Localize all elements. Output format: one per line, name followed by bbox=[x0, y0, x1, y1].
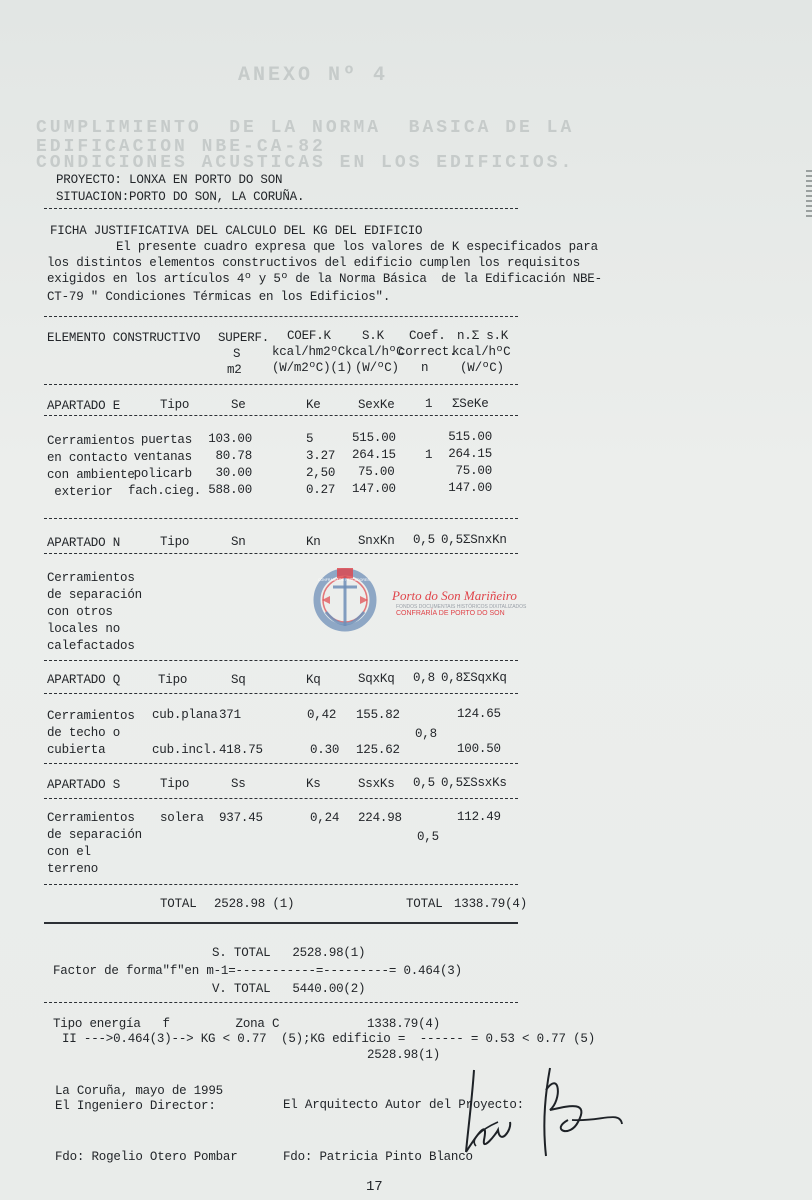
apartado-e-k: Ke bbox=[306, 398, 321, 412]
place-date: La Coruña, mayo de 1995 bbox=[55, 1084, 223, 1098]
col-sk-header: kcal/hºC bbox=[345, 345, 404, 359]
apartado-q-k: Kq bbox=[306, 673, 321, 687]
ingeniero-label: El Ingeniero Director: bbox=[55, 1099, 216, 1113]
divider bbox=[44, 384, 518, 385]
apartado-e-n-cell: 1 bbox=[425, 448, 433, 462]
apartado-e-tipo-cell: fach.cieg. bbox=[128, 484, 202, 498]
apartado-q-sup-cell: 418.75 bbox=[219, 743, 263, 757]
col-superficie-header: m2 bbox=[227, 363, 242, 377]
apartado-e-total-cell: 264.15 bbox=[448, 447, 492, 461]
handwritten-signature bbox=[450, 1060, 650, 1170]
apartado-q-desc: Cerramientos bbox=[47, 709, 135, 723]
ficha-paragraph-line3: exigidos en los artículos 4º y 5º de la Norma Básica de la Edificación NBE- bbox=[47, 272, 602, 286]
apartado-e-coef-cell: 0.27 bbox=[306, 483, 336, 497]
apartado-q-total-cell: 100.50 bbox=[457, 742, 501, 756]
apartado-n-label: APARTADO N bbox=[47, 536, 121, 550]
apartado-e-sk-cell: 147.00 bbox=[352, 482, 396, 496]
apartado-s-tipo: Tipo bbox=[160, 777, 190, 791]
apartado-q-sk-cell: 125.62 bbox=[356, 743, 400, 757]
apartado-q-coef-cell: 0.30 bbox=[310, 743, 340, 757]
apartado-q-total-cell: 124.65 bbox=[457, 707, 501, 721]
apartado-s-sum: 0,5ΣSsxKs bbox=[441, 776, 507, 790]
apartado-e-sk-cell: 264.15 bbox=[352, 448, 396, 462]
apartado-e-desc: con ambiente bbox=[47, 468, 135, 482]
anchor-icon bbox=[310, 560, 380, 640]
divider bbox=[44, 316, 518, 317]
watermark-logo bbox=[310, 560, 380, 640]
energia-denominator: 2528.98(1) bbox=[367, 1048, 441, 1062]
apartado-e-coef-cell: 5 bbox=[306, 432, 314, 446]
page-number: 17 bbox=[366, 1179, 383, 1195]
divider bbox=[44, 1002, 518, 1003]
apartado-e-desc: Cerramientos bbox=[47, 434, 135, 448]
apartado-q-coef-cell: 0,42 bbox=[307, 708, 337, 722]
apartado-s-s: Ss bbox=[231, 777, 246, 791]
divider bbox=[44, 884, 518, 885]
col-superficie-header: SUPERF. bbox=[218, 331, 270, 345]
apartado-q-tipo: Tipo bbox=[158, 673, 188, 687]
proyecto-line: PROYECTO: LONXA EN PORTO DO SON bbox=[56, 173, 283, 187]
apartado-e-tipo-cell: ventanas bbox=[133, 450, 192, 464]
apartado-q-s: Sq bbox=[231, 673, 246, 687]
col-elemento-header: ELEMENTO CONSTRUCTIVO bbox=[47, 331, 201, 345]
faint-annex-title: ANEXO Nº 4 bbox=[238, 64, 389, 87]
apartado-e-tipo: Tipo bbox=[160, 398, 190, 412]
situacion-line: SITUACION:PORTO DO SON, LA CORUÑA. bbox=[56, 190, 305, 204]
energia-line1: Tipo energía f Zona C bbox=[53, 1017, 280, 1031]
faint-heading-line3: EDIFICACION NBE-CA-82 bbox=[36, 137, 326, 157]
apartado-n-desc: con otros bbox=[47, 605, 113, 619]
scan-edge-marks bbox=[806, 170, 812, 220]
ficha-paragraph-line4: CT-79 " Condiciones Térmicas en los Edificios". bbox=[47, 290, 391, 304]
apartado-q-n: 0,8 bbox=[413, 671, 435, 685]
apartado-e-label: APARTADO E bbox=[47, 399, 121, 413]
apartado-n-n: 0,5 bbox=[413, 533, 435, 547]
col-sk-header: S.K bbox=[362, 329, 384, 343]
total-label: TOTAL bbox=[160, 897, 197, 911]
apartado-n-s: Sn bbox=[231, 535, 246, 549]
apartado-q-sup-cell: 371 bbox=[219, 708, 241, 722]
apartado-s-n-cell: 0,5 bbox=[417, 830, 439, 844]
forma-formula: Factor de forma"f"en m-1=-----------=---------= 0.464(3) bbox=[53, 964, 462, 978]
divider bbox=[44, 693, 518, 694]
apartado-e-sup-cell: 103.00 bbox=[208, 432, 252, 446]
apartado-e-total-cell: 515.00 bbox=[448, 430, 492, 444]
apartado-e-desc: exterior bbox=[47, 485, 113, 499]
apartado-e-tipo-cell: policarb bbox=[133, 467, 192, 481]
apartado-s-coef-cell: 0,24 bbox=[310, 811, 340, 825]
divider bbox=[44, 553, 518, 554]
total-superficie: 2528.98 (1) bbox=[214, 897, 295, 911]
apartado-s-tipo-cell: solera bbox=[160, 811, 204, 825]
col-superficie-header: S bbox=[233, 347, 241, 361]
col-sum-header: kcal/hºC bbox=[452, 345, 511, 359]
apartado-e-total-cell: 75.00 bbox=[455, 464, 492, 478]
apartado-s-n: 0,5 bbox=[413, 776, 435, 790]
apartado-e-sup-cell: 588.00 bbox=[208, 483, 252, 497]
apartado-n-sk: SnxKn bbox=[358, 534, 395, 548]
apartado-s-sup-cell: 937.45 bbox=[219, 811, 263, 825]
apartado-q-n-cell: 0,8 bbox=[415, 727, 437, 741]
forma-v-total: V. TOTAL 5440.00(2) bbox=[212, 982, 366, 996]
col-sum-header: n.Σ s.K bbox=[457, 329, 509, 343]
energia-line2: II --->0.464(3)--> KG < 0.77 (5);KG edificio = ------ = 0.53 < 0.77 (5) bbox=[62, 1032, 595, 1046]
apartado-e-sup-cell: 80.78 bbox=[215, 449, 252, 463]
apartado-e-sk: SexKe bbox=[358, 398, 395, 412]
fdo-ingeniero: Fdo: Rogelio Otero Pombar bbox=[55, 1150, 238, 1164]
divider bbox=[44, 518, 518, 519]
divider bbox=[44, 208, 518, 209]
apartado-e-s: Se bbox=[231, 398, 246, 412]
ficha-paragraph-line2: los distintos elementos constructivos del edificio cumplen los requisitos bbox=[47, 256, 580, 270]
apartado-n-sum: 0,5ΣSnxKn bbox=[441, 533, 507, 547]
divider bbox=[44, 660, 518, 661]
total-label-right: TOTAL bbox=[406, 897, 443, 911]
apartado-n-k: Kn bbox=[306, 535, 321, 549]
ficha-paragraph-line1: El presente cuadro expresa que los valores de K especificados para bbox=[116, 240, 598, 254]
col-sum-header: (W/ºC) bbox=[460, 361, 504, 375]
watermark-org: CONFRARÍA DE PORTO DO SON bbox=[396, 610, 505, 617]
col-coef-header: correct. bbox=[398, 345, 457, 359]
apartado-s-desc: con el bbox=[47, 845, 91, 859]
apartado-e-tipo-cell: puertas bbox=[140, 433, 192, 447]
watermark-ring-text: CONFRARÍA DE PESCADORES bbox=[318, 578, 370, 582]
watermark-subtitle: FONDOS DOCUMENTAIS HISTÓRICOS DIXITALIZADOS bbox=[396, 604, 527, 610]
apartado-q-desc: de techo o bbox=[47, 726, 121, 740]
apartado-n-desc: locales no bbox=[47, 622, 121, 636]
forma-s-total: S. TOTAL 2528.98(1) bbox=[212, 946, 366, 960]
apartado-s-k: Ks bbox=[306, 777, 321, 791]
apartado-n-desc: calefactados bbox=[47, 639, 135, 653]
watermark-brand: Porto do Son Mariñeiro bbox=[392, 588, 517, 603]
col-coef-header: Coef. bbox=[409, 329, 446, 343]
apartado-e-n: 1 bbox=[425, 397, 433, 411]
apartado-s-total-cell: 112.49 bbox=[457, 810, 501, 824]
apartado-e-sup-cell: 30.00 bbox=[215, 466, 252, 480]
apartado-n-desc: Cerramientos bbox=[47, 571, 135, 585]
fdo-arquitecto: Fdo: Patricia Pinto Blanco bbox=[283, 1150, 473, 1164]
apartado-s-desc: de separación bbox=[47, 828, 142, 842]
col-coefk-header: kcal/hm2ºC bbox=[272, 345, 346, 359]
divider bbox=[44, 922, 518, 924]
col-coefk-header: (W/m2ºC)(1) bbox=[272, 361, 353, 375]
apartado-s-sk-cell: 224.98 bbox=[358, 811, 402, 825]
apartado-e-total-cell: 147.00 bbox=[448, 481, 492, 495]
apartado-s-desc: Cerramientos bbox=[47, 811, 135, 825]
apartado-s-desc: terreno bbox=[47, 862, 99, 876]
faint-heading-line4: CONDICIONES ACUSTICAS EN LOS EDIFICIOS. bbox=[36, 153, 575, 173]
divider bbox=[44, 798, 518, 799]
divider bbox=[44, 763, 518, 764]
col-coefk-header: COEF.K bbox=[287, 329, 331, 343]
apartado-e-coef-cell: 2,50 bbox=[306, 466, 336, 480]
apartado-q-label: APARTADO Q bbox=[47, 673, 121, 687]
faint-heading-line2: CUMPLIMIENTO DE LA NORMA BASICA DE LA bbox=[36, 118, 575, 138]
col-sk-header: (W/ºC) bbox=[355, 361, 399, 375]
apartado-q-tipo-cell: cub.incl. bbox=[152, 743, 218, 757]
col-coef-header: n bbox=[421, 361, 429, 375]
apartado-n-tipo: Tipo bbox=[160, 535, 190, 549]
apartado-q-sum: 0,8ΣSqxKq bbox=[441, 671, 507, 685]
apartado-n-desc: de separación bbox=[47, 588, 142, 602]
apartado-e-sk-cell: 75.00 bbox=[358, 465, 395, 479]
apartado-e-desc: en contacto bbox=[47, 451, 128, 465]
arquitecto-label: El Arquitecto Autor del Proyecto: bbox=[283, 1098, 524, 1112]
apartado-s-sk: SsxKs bbox=[358, 777, 395, 791]
apartado-e-sk-cell: 515.00 bbox=[352, 431, 396, 445]
apartado-e-sum: ΣSeKe bbox=[452, 397, 489, 411]
apartado-s-label: APARTADO S bbox=[47, 778, 121, 792]
total-value: 1338.79(4) bbox=[454, 897, 528, 911]
apartado-q-sk-cell: 155.82 bbox=[356, 708, 400, 722]
apartado-e-coef-cell: 3.27 bbox=[306, 449, 336, 463]
apartado-q-sk: SqxKq bbox=[358, 672, 395, 686]
ficha-title: FICHA JUSTIFICATIVA DEL CALCULO DEL KG DEL EDIFICIO bbox=[50, 224, 423, 238]
divider bbox=[44, 415, 518, 416]
apartado-q-tipo-cell: cub.plana bbox=[152, 708, 218, 722]
apartado-q-desc: cubierta bbox=[47, 743, 106, 757]
energia-numerator: 1338.79(4) bbox=[367, 1017, 441, 1031]
